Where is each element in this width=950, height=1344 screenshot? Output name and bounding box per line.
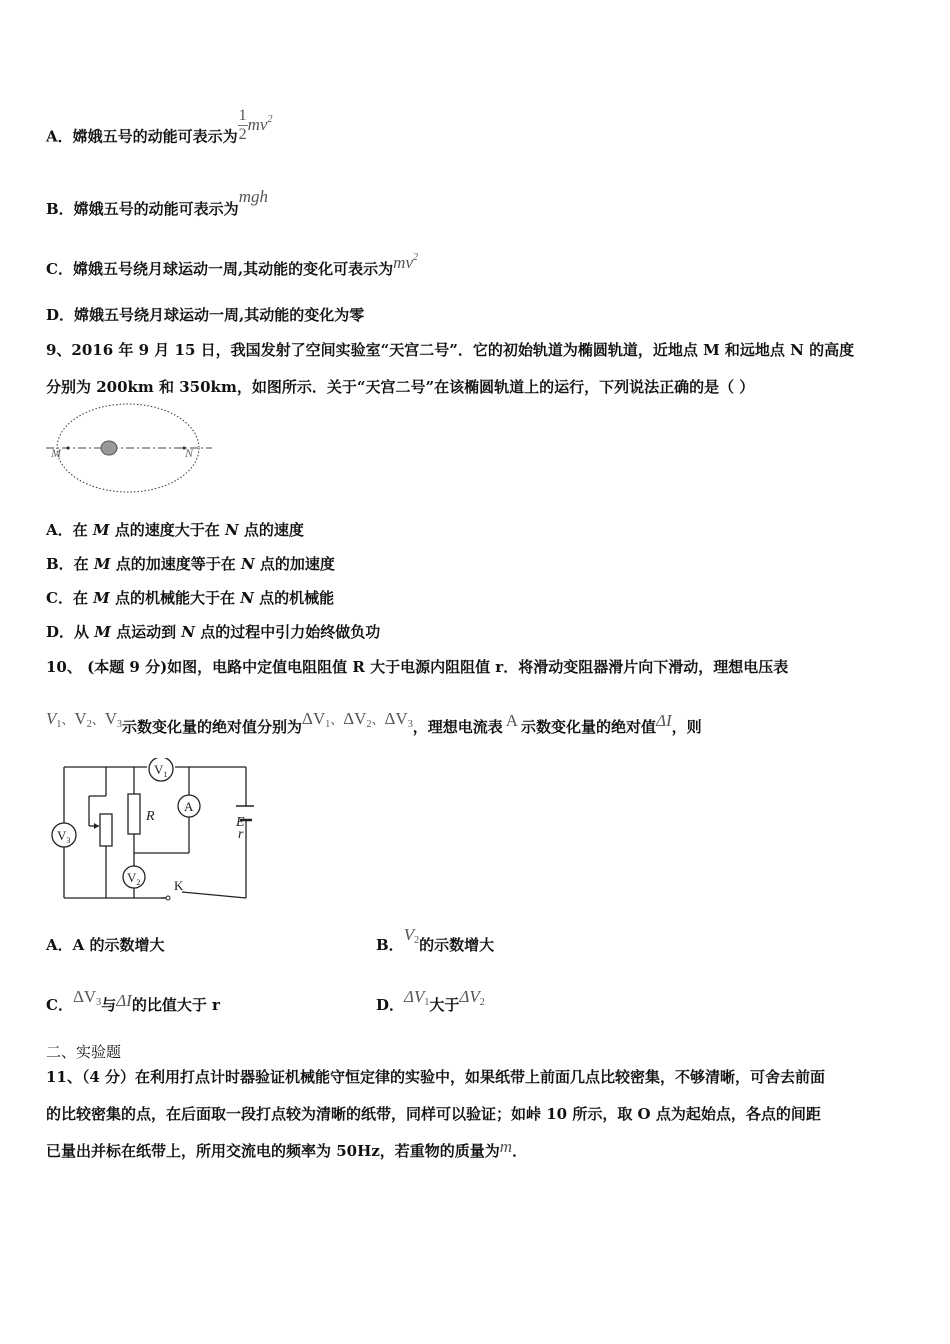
q9-option-c: C．在 M 点的机械能大于在 N 点的机械能 <box>46 589 335 607</box>
svg-text:K: K <box>174 878 184 893</box>
q10-option-b: B．$V^2$的示数增大 <box>376 925 495 954</box>
q9-option-b: B．在 M 点的加速度等于在 N 点的加速度 <box>46 555 335 573</box>
q11-stem-line2: 的比较密集的点，在后面取一段打点较为清晰的纸带，同样可以验证；如峠 10 所示，取 O 点为起始点，各点的间距 <box>46 1105 821 1123</box>
q8-option-d: D．嫦娥五号绕月球运动一周,其动能的变化为零 <box>46 306 365 324</box>
switch-k <box>166 896 170 900</box>
q10-stem-line2: $V^1$、$V^2$、$V^3$示数变化量的绝对值分别为$\Delta V^1$、$\Delta V^2$、$\Delta V^3$，理想电流表 A 示数变化量的绝对值ΔI，则 <box>46 709 702 736</box>
svg-text:V1: $V_1$ <box>154 762 168 779</box>
svg-text:V3: $V_3$ <box>57 828 71 845</box>
circuit-figure <box>44 758 254 906</box>
svg-text:V2: $V_2$ <box>127 870 141 887</box>
q11-stem-line1: 11、（4 分）在利用打点计时器验证机械能守恒定律的实验中，如果纸带上前面几点比较密集，不够清晰，可舍去前面 <box>46 1068 826 1086</box>
q11-stem-line3: 已量出并标在纸带上，所用交流电的频率为 50Hz，若重物的质量为m． <box>46 1137 528 1160</box>
q9-stem-line1: 9、2016 年 9 月 15 日，我国发射了空间实验室“天宫二号”．它的初始轨道为椭圆轨道，近地点 M 和远地点 N 的高度 <box>46 341 855 359</box>
svg-text:r: r <box>238 827 244 842</box>
q9-stem-line2: 分别为 200km 和 350km，如图所示．关于“天宫二号”在该椭圆轨道上的运行，下列说法正确的是（ ） <box>46 378 755 396</box>
section-heading-experiment: 二、实验题 <box>46 1043 122 1061</box>
svg-text:A: A <box>184 799 194 814</box>
q10-option-c: C．$\Delta V^3$与ΔI的比值大于 r <box>46 987 220 1014</box>
q8-option-b: B．嫦娥五号的动能可表示为mgh <box>46 187 268 218</box>
earth-body <box>101 441 117 455</box>
svg-text:E: E <box>236 815 245 830</box>
label-m: M <box>51 446 61 460</box>
q9-option-d: D．从 M 点运动到 N 点的过程中引力始终做负功 <box>46 623 381 641</box>
fraction-half: $\frac{1}{2}$ <box>238 107 247 143</box>
svg-text:R: R <box>146 809 155 824</box>
q8-option-c: C．嫦娥五号绕月球运动一周,其动能的变化可表示为$mv^2$ <box>46 252 418 278</box>
q8-option-a: A．嫦娥五号的动能可表示为 $\frac{1}{2}$ $mv^2$ <box>46 107 273 146</box>
label-n: N <box>185 446 194 460</box>
q9-option-a: A．在 M 点的速度大于在 N 点的速度 <box>46 521 304 539</box>
q10-option-a: A．A 的示数增大 <box>46 936 165 954</box>
orbit-figure <box>44 400 216 496</box>
q10-option-d: D．$\Delta V^1$大于$\Delta V^2$ <box>376 987 485 1014</box>
q10-stem-line1: 10、 (本题 9 分)如图，电路中定值电阻阻值 R 大于电源内阻阻值 r．将滑动变阻器滑片向下滑动，理想电压表 <box>46 658 789 676</box>
